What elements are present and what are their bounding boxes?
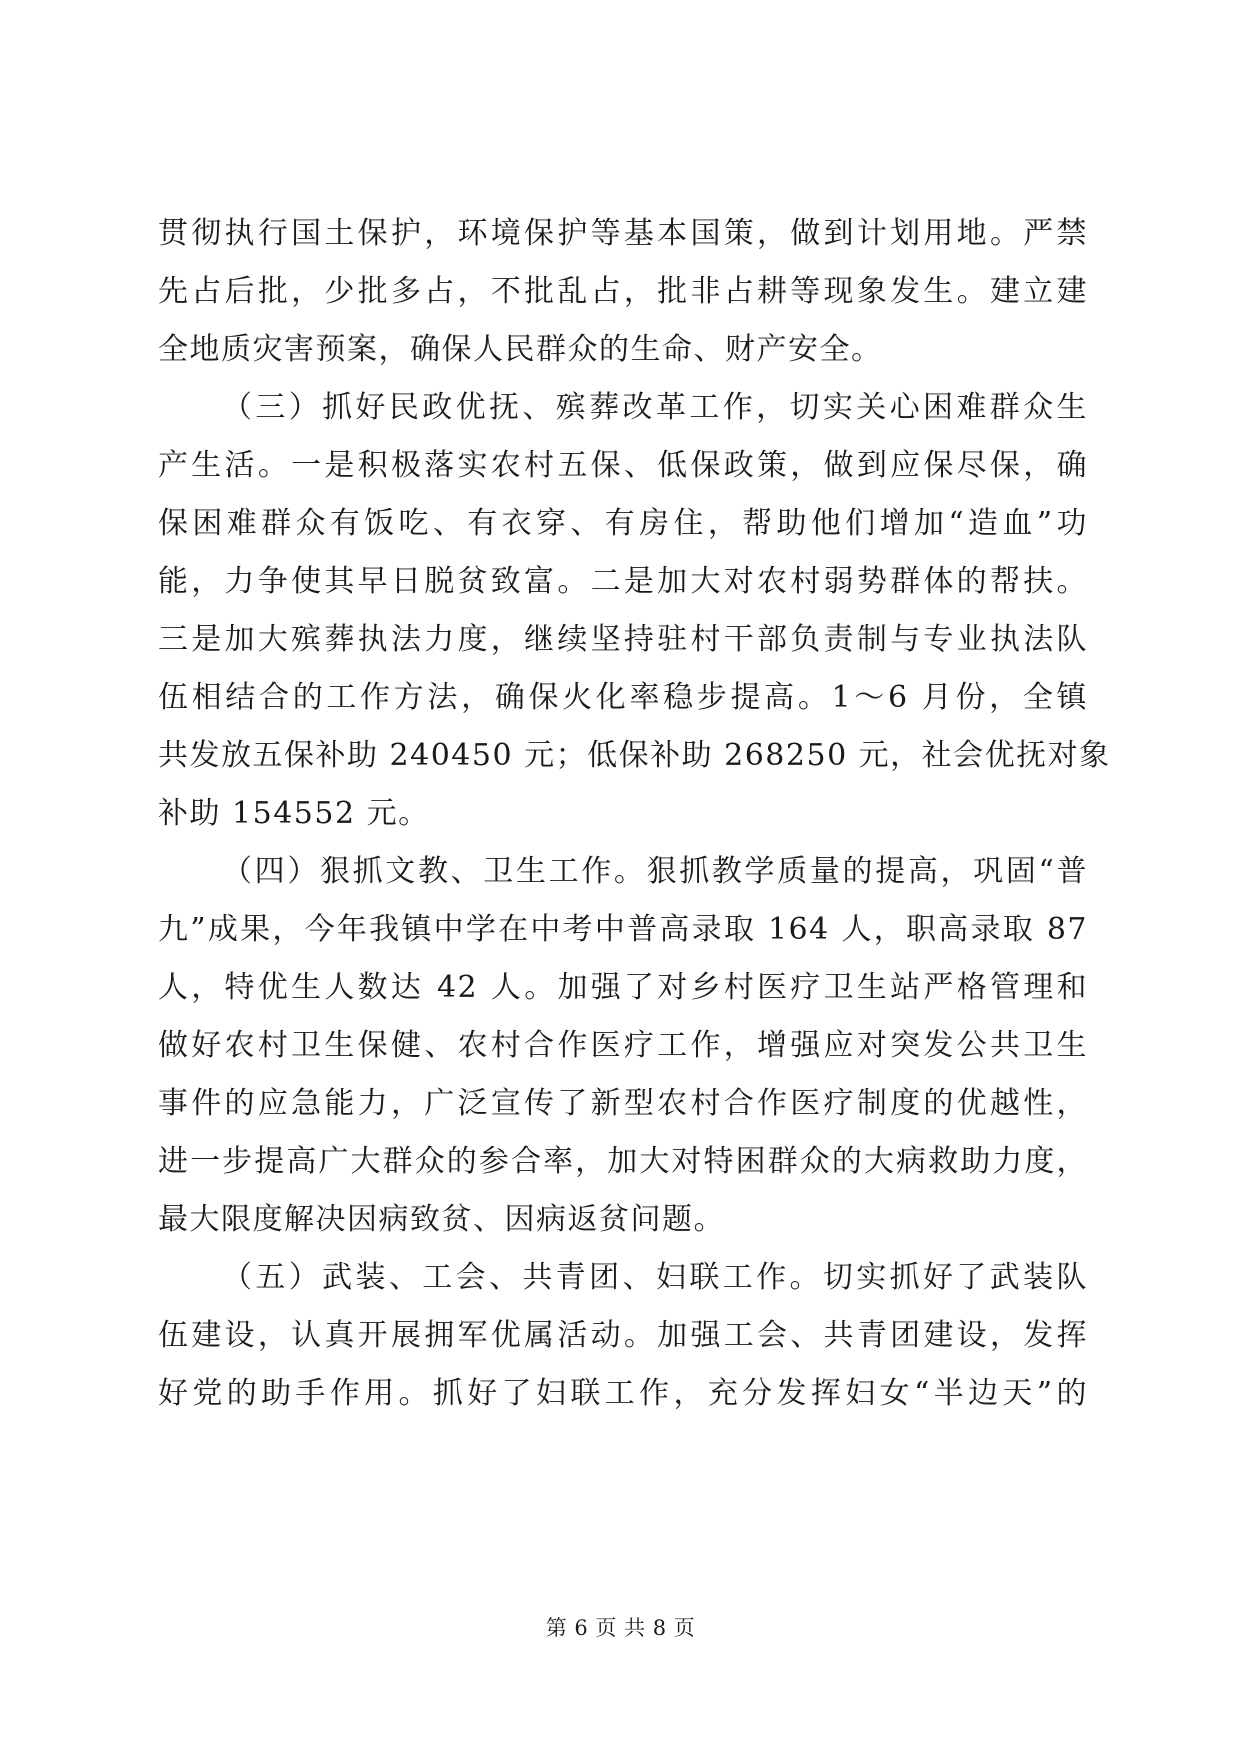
body-line: 最大限度解决因病致贫、因病返贫问题。 [158,1202,725,1237]
body-line: 进一步提高广大群众的参合率，加大对特困群众的大病救助力度， [158,1144,1088,1179]
body-line: 全地质灾害预案，确保人民群众的生命、财产安全。 [158,332,883,367]
body-line: 产生活。一是积极落实农村五保、低保政策，做到应保尽保，确 [158,448,1088,483]
body-line: 补助 154552 元。 [158,796,430,831]
body-line: 事件的应急能力，广泛宣传了新型农村合作医疗制度的优越性， [158,1086,1088,1121]
body-line: 先占后批，少批多占，不批乱占，批非占耕等现象发生。建立建 [158,274,1088,309]
body-line: 能，力争使其早日脱贫致富。二是加大对农村弱势群体的帮扶。 [158,564,1088,599]
body-line: 共发放五保补助 240450 元；低保补助 268250 元，社会优抚对象 [158,738,1111,773]
body-line: 伍相结合的工作方法，确保火化率稳步提高。1～6 月份，全镇 [158,680,1088,715]
body-line: 保困难群众有饭吃、有衣穿、有房住，帮助他们增加“造血”功 [158,506,1088,541]
body-line: 三是加大殡葬执法力度，继续坚持驻村干部负责制与专业执法队 [158,622,1088,657]
body-line: 九”成果，今年我镇中学在中考中普高录取 164 人，职高录取 87 [158,912,1088,947]
page-number-footer: 第 6 页 共 8 页 [545,1616,696,1640]
document-body [158,205,1111,1423]
section-heading-line: （五）武装、工会、共青团、妇联工作。切实抓好了武装队 [222,1260,1088,1295]
body-line: 伍建设，认真开展拥军优属活动。加强工会、共青团建设，发挥 [158,1318,1088,1353]
section-heading-line: （四）狠抓文教、卫生工作。狠抓教学质量的提高，巩固“普 [222,854,1088,889]
body-line: 贯彻执行国土保护，环境保护等基本国策，做到计划用地。严禁 [158,216,1088,251]
body-line: 人，特优生人数达 42 人。加强了对乡村医疗卫生站严格管理和 [158,970,1088,1005]
body-line: 做好农村卫生保健、农村合作医疗工作，增强应对突发公共卫生 [158,1028,1088,1063]
section-heading-line: （三）抓好民政优抚、殡葬改革工作，切实关心困难群众生 [222,390,1088,425]
body-line: 好党的助手作用。抓好了妇联工作，充分发挥妇女“半边天”的 [158,1376,1088,1411]
